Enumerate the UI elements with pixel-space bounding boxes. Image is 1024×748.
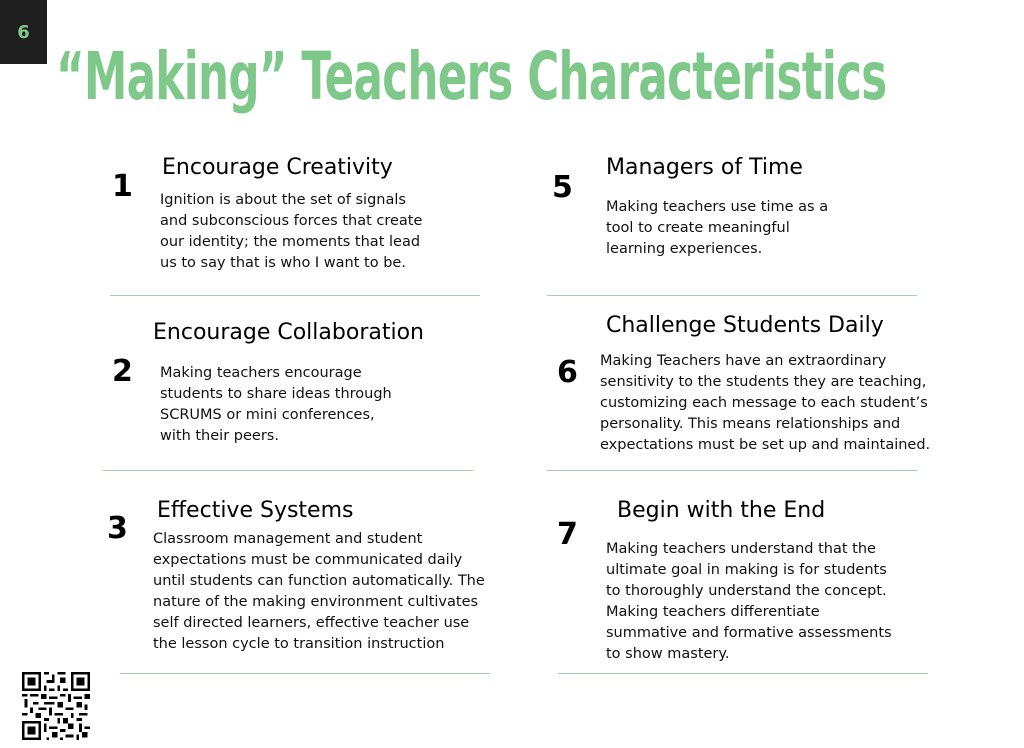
item-body [600, 351, 930, 456]
divider [103, 470, 473, 471]
item-body-line: nature of the making environment cultivates [153, 594, 479, 610]
item-body-line: Ignition is about the set of signals [160, 192, 406, 208]
item-body [606, 539, 892, 665]
item-number: 3 [107, 511, 128, 546]
item-heading: Begin with the End [617, 498, 826, 523]
item-body-line: personality. This means relationships and [600, 416, 901, 432]
item-body-line: until students can function automatically. The [153, 573, 485, 589]
item-heading: Encourage Collaboration [153, 320, 424, 345]
item-number: 6 [557, 355, 578, 390]
item-body-line: expectations must be communicated daily [153, 552, 463, 568]
item-body-line: students to share ideas through [160, 386, 392, 402]
item-heading: Effective Systems [157, 498, 354, 523]
divider [110, 295, 480, 296]
item-heading: Encourage Creativity [162, 155, 393, 180]
item-body-line: expectations must be set up and maintained. [600, 437, 931, 453]
item-body-line: learning experiences. [606, 241, 763, 257]
page-number-badge: 6 [0, 0, 47, 64]
item-body-line: summative and formative assessments [606, 625, 892, 641]
item-body-line: to thoroughly understand the concept. [606, 583, 887, 599]
item-body [160, 190, 422, 274]
divider [547, 295, 917, 296]
item-body-line: with their peers. [160, 428, 279, 444]
item-body-line: customizing each message to each student’s [600, 395, 928, 411]
divider [120, 673, 490, 674]
item-body [160, 363, 392, 447]
item-body-line: sensitivity to the students they are teaching, [600, 374, 927, 390]
item-number: 7 [557, 517, 578, 552]
item-body-line: tool to create meaningful [606, 220, 790, 236]
item-body-line: Making teachers encourage [160, 365, 362, 381]
item-number: 1 [112, 169, 133, 204]
item-body-line: us to say that is who I want to be. [160, 255, 406, 271]
item-body [606, 197, 828, 260]
item-body-line: our identity; the moments that lead [160, 234, 421, 250]
item-number: 2 [112, 354, 133, 389]
item-body [153, 529, 485, 655]
item-heading: Managers of Time [606, 155, 803, 180]
item-body-line: and subconscious forces that create [160, 213, 423, 229]
item-body-line: SCRUMS or mini conferences, [160, 407, 375, 423]
item-body-line: Making teachers use time as a [606, 199, 829, 215]
item-body-line: self directed learners, effective teacher use [153, 615, 470, 631]
item-body-line: ultimate goal in making is for students [606, 562, 887, 578]
item-body-line: the lesson cycle to transition instruction [153, 636, 445, 652]
divider [558, 673, 928, 674]
qr-code-icon[interactable] [22, 672, 90, 740]
page-title: “Making” Teachers Characteristics [56, 38, 887, 115]
item-body-line: Making Teachers have an extraordinary [600, 353, 887, 369]
divider [547, 470, 917, 471]
item-body-line: Classroom management and student [153, 531, 423, 547]
item-body-line: Making teachers differentiate [606, 604, 820, 620]
item-heading: Challenge Students Daily [606, 313, 884, 338]
item-body-line: Making teachers understand that the [606, 541, 876, 557]
item-number: 5 [552, 170, 573, 205]
item-body-line: to show mastery. [606, 646, 730, 662]
